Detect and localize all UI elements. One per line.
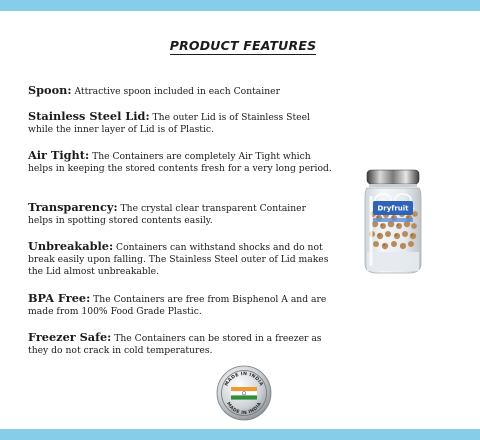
feature-freezer-safe xyxy=(28,331,333,357)
feature-name: Unbreakable: xyxy=(28,239,114,253)
feature-description: The Containers can be stored in a freezer as they do not crack in cold temperatures. xyxy=(28,333,322,357)
feature-air-tight xyxy=(28,149,333,175)
feature-name: Spoon: xyxy=(28,83,72,97)
india-flag-icon xyxy=(231,387,257,400)
feature-transparency xyxy=(28,201,333,227)
feature-name: BPA Free: xyxy=(28,291,91,305)
feature-description: The Containers are free from Bisphenol A and are made from 100% Food Grade Plastic. xyxy=(28,294,327,318)
container-jar-image xyxy=(361,168,425,276)
jar-label-text: Dryfruit xyxy=(377,204,409,213)
seal-bottom-text: MADE IN INDIA xyxy=(225,401,263,417)
feature-name: Freezer Safe: xyxy=(28,330,112,344)
feature-description: Attractive spoon included in each Container xyxy=(74,86,280,97)
feature-bpa-free xyxy=(28,292,333,318)
feature-stainless-steel-lid xyxy=(28,110,333,136)
feature-name: Air Tight: xyxy=(28,148,90,162)
feature-description: The crystal clear transparent Container helps in spotting stored contents easily. xyxy=(28,203,306,227)
feature-name: Stainless Steel Lid: xyxy=(28,109,150,123)
feature-description: The Containers are completely Air Tight which helps in keeping the stored contents fresh for a very long period. xyxy=(28,151,332,175)
made-in-india-seal xyxy=(216,365,272,421)
seal-top-text: MADE IN INDIA xyxy=(224,371,264,388)
feature-spoon xyxy=(28,84,333,98)
feature-description: Containers can withstand shocks and do not break easily upon falling. The Stainless Steel outer of Lid makes the Lid almost unbreakable. xyxy=(28,242,329,278)
feature-description: The outer Lid is of Stainless Steel while the inner layer of Lid is of Plastic. xyxy=(28,112,310,136)
page-title: PRODUCT FEATURES xyxy=(169,38,317,53)
feature-unbreakable xyxy=(28,240,333,279)
bottom-color-band xyxy=(0,429,480,440)
feature-name: Transparency: xyxy=(28,200,118,214)
top-color-band xyxy=(0,0,480,11)
